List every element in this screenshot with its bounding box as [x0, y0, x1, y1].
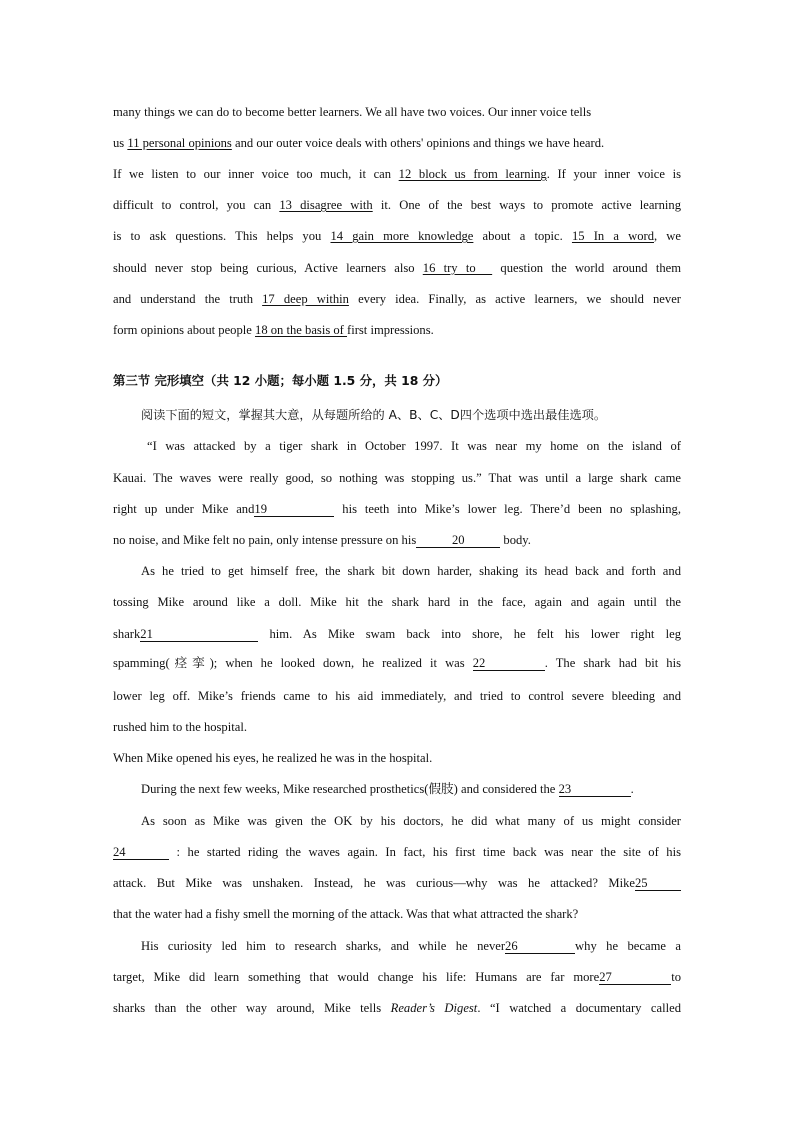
answer-16: 16 try to	[422, 261, 493, 275]
text: attack. But Mike was unshaken. Instead, he was curious—why was he attacked? Mike	[113, 876, 635, 890]
answer-18: 18 on the basis of	[255, 323, 348, 337]
story-line	[113, 686, 681, 706]
answer-13: 13 disagree with	[279, 198, 373, 212]
text: As he tried to get himself free, the shark bit down harder, shaking its head back and forth and	[141, 564, 681, 578]
story-line	[113, 653, 681, 673]
answer-14: 14 gain more knowledge	[330, 229, 474, 243]
text: His curiosity led him to research sharks, and while he never	[141, 939, 506, 953]
text: sharks than the other way around, Mike tells	[113, 1001, 391, 1015]
story-line	[113, 499, 681, 519]
passage-line	[113, 133, 681, 153]
passage-line	[113, 164, 681, 184]
passage-line	[113, 289, 681, 309]
answer-11: 11 personal opinions	[127, 136, 232, 150]
magazine-title: Reader’s Digest	[390, 1001, 478, 1015]
text: no noise, and Mike felt no pain, only intense pressure on his	[113, 533, 417, 547]
text: question the world around them	[492, 261, 681, 275]
answer-12: 12 block us from learning	[398, 167, 547, 181]
text: Kauai. The waves were really good, so nothing was stopping us.” That was until a large shark came	[113, 471, 681, 485]
text: . If your inner voice is	[546, 167, 682, 181]
text: is to ask questions. This helps you	[113, 229, 331, 243]
text: why he became a	[575, 939, 681, 953]
text: . The shark had bit his	[544, 656, 681, 670]
story-line	[141, 561, 681, 581]
section-instruction: 阅读下面的短文，掌握其大意，从每题所给的 A、B、C、D四个选项中选出最佳选项。	[141, 408, 607, 422]
text: rushed him to the hospital.	[113, 720, 247, 734]
text: should never stop being curious, Active learners also	[113, 261, 423, 275]
text: it. One of the best ways to promote active learning	[372, 198, 681, 212]
story-line	[141, 779, 686, 799]
passage-line	[113, 102, 681, 122]
story-line	[113, 717, 681, 737]
text: spamming(痉挛); when he looked down, he realized it was	[113, 656, 473, 670]
text: first impressions.	[347, 323, 434, 337]
blank-25: 25	[635, 876, 681, 891]
story-line	[113, 904, 681, 924]
story-line	[113, 748, 681, 768]
story-line	[113, 468, 681, 488]
story-line	[147, 436, 681, 456]
story-line	[113, 592, 681, 612]
story-line	[113, 967, 681, 987]
text: and understand the truth	[113, 292, 263, 306]
story-line	[141, 811, 681, 831]
text: to	[671, 970, 681, 984]
text: right up under Mike and	[113, 502, 255, 516]
story-line	[113, 842, 681, 862]
blank-26: 26	[505, 939, 575, 954]
story-line	[113, 873, 681, 893]
answer-17: 17 deep within	[262, 292, 349, 306]
text: form opinions about people	[113, 323, 256, 337]
text: When Mike opened his eyes, he realized he was in the hospital.	[113, 751, 433, 765]
text: him. As Mike swam back into shore, he felt his lower right leg	[258, 627, 681, 641]
text: : he started riding the waves again. In fact, his first time back was near the site of his	[169, 845, 681, 859]
text: “I was attacked by a tiger shark in October 1997. It was near my home on the island of	[147, 439, 681, 453]
text: If we listen to our inner voice too much, it can	[113, 167, 399, 181]
text: During the next few weeks, Mike researched prosthetics(假肢) and considered the	[141, 782, 559, 796]
passage-line	[113, 195, 681, 215]
blank-21: 21	[140, 627, 258, 642]
text: . “I watched a documentary called	[477, 1001, 681, 1015]
text: about a topic.	[473, 229, 572, 243]
text: tossing Mike around like a doll. Mike hit the shark hard in the face, again and again until the	[113, 595, 681, 609]
text: lower leg off. Mike’s friends came to his aid immediately, and tried to control severe bleeding and	[113, 689, 681, 703]
story-line	[113, 624, 681, 644]
story-line	[113, 998, 681, 1018]
text: body.	[500, 533, 531, 547]
answer-15: 15 In a word	[571, 229, 654, 243]
text: us	[113, 136, 128, 150]
text: that the water had a fishy smell the morning of the attack. Was that what attracted the shark?	[113, 907, 579, 921]
passage-line	[113, 258, 681, 278]
text: .	[630, 782, 634, 796]
text: and our outer voice deals with others' opinions and things we have heard.	[231, 136, 605, 150]
text: target, Mike did learn something that would change his life: Humans are far more	[113, 970, 600, 984]
blank-23: 23	[559, 782, 631, 797]
passage-line	[113, 226, 681, 246]
text: many things we can do to become better learners. We all have two voices. Our inner voice tells	[113, 105, 592, 119]
text: his teeth into Mike’s lower leg. There’d been no splashing,	[334, 502, 681, 516]
text: difficult to control, you can	[113, 198, 280, 212]
text: every idea. Finally, as active learners, we should never	[348, 292, 681, 306]
section-heading: 第三节 完形填空（共 12 小题；每小题 1.5 分，共 18 分）	[113, 373, 448, 388]
text: As soon as Mike was given the OK by his doctors, he did what many of us might consider	[141, 814, 681, 828]
story-line	[141, 936, 681, 956]
blank-19: 19	[254, 502, 334, 517]
blank-20: 20	[416, 533, 500, 548]
text: shark	[113, 627, 141, 641]
story-line	[113, 530, 681, 550]
passage-line	[113, 320, 681, 340]
blank-24: 24	[113, 845, 169, 860]
blank-22: 22	[473, 656, 545, 671]
blank-27: 27	[599, 970, 671, 985]
text: , we	[654, 229, 681, 243]
